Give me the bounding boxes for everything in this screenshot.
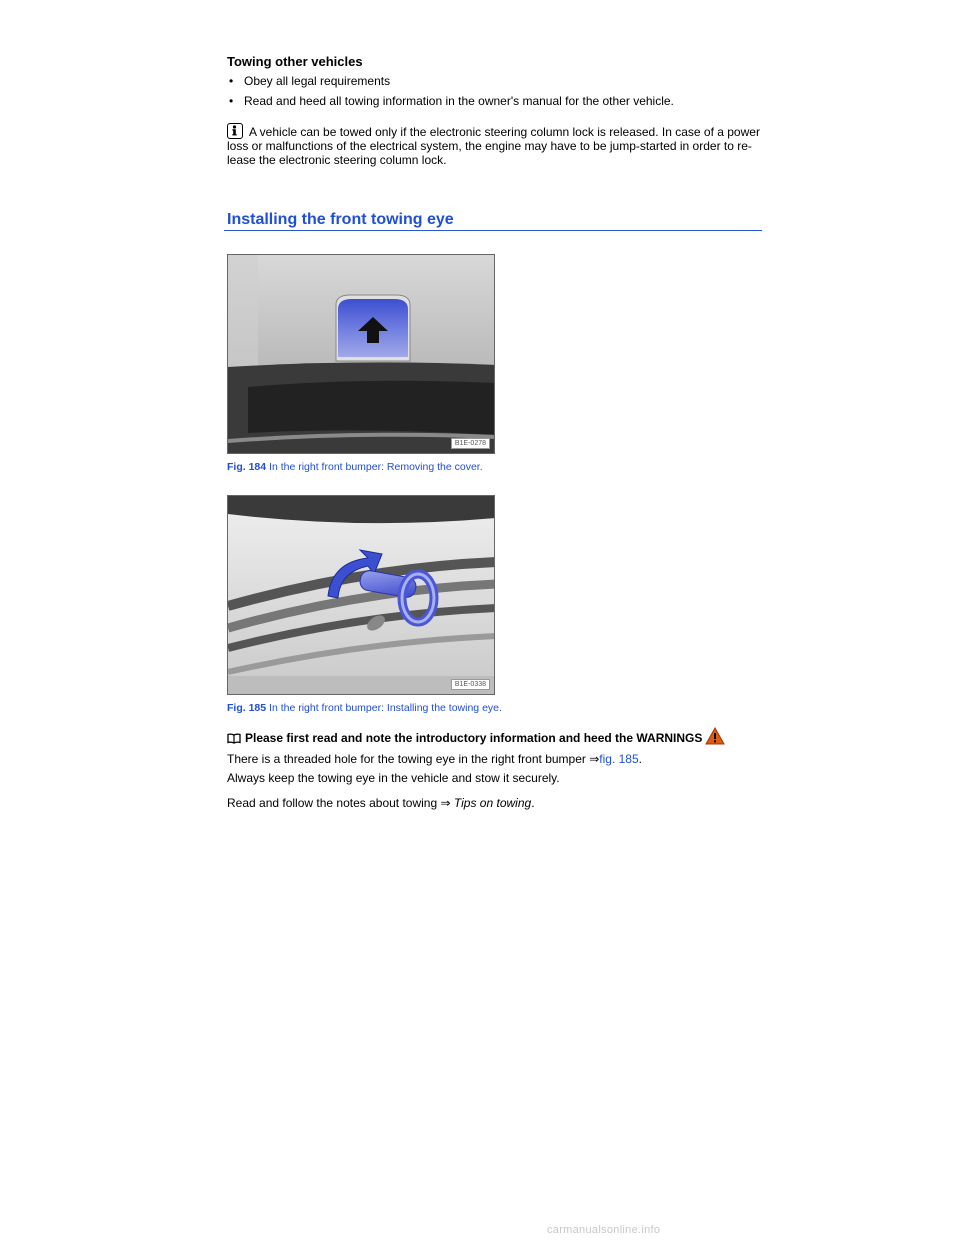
paragraph-threaded-hole: [227, 752, 642, 766]
bullet-dot: •: [229, 74, 234, 88]
subheading-towing-other-vehicles: Towing other vehicles: [227, 54, 363, 69]
info-icon: [227, 123, 243, 139]
reference-arrow: ⇒: [589, 752, 600, 766]
bullet-text: Obey all legal requirements: [244, 74, 391, 88]
period: .: [638, 752, 642, 766]
warning-triangle-icon[interactable]: [705, 727, 725, 748]
section-divider: [224, 230, 762, 231]
figure-code-label: B1E-0338: [451, 679, 490, 690]
book-icon: [227, 733, 241, 747]
paragraph-towing-notes: [227, 796, 535, 810]
tips-on-towing-link[interactable]: Tips on towing: [453, 796, 532, 810]
section-title: Installing the front towing eye: [227, 211, 454, 228]
caption-text: In the right front bumper: Installing the towing eye.: [269, 702, 502, 714]
reference-arrow: ⇒: [440, 796, 451, 810]
info-note: [227, 123, 767, 167]
intro-text: Please first read and note the introductory information and heed the WARNINGS: [245, 731, 703, 745]
list-item: [227, 94, 767, 108]
paragraph-text: Read and follow the notes about towing: [227, 796, 438, 810]
figure-185-link[interactable]: fig. 185: [599, 752, 639, 766]
list-item: [227, 74, 767, 88]
figure-number: Fig. 184: [227, 461, 267, 473]
period: .: [531, 796, 535, 810]
caption-text: In the right front bumper: Removing the cover.: [269, 461, 483, 473]
paragraph-keep-towing-eye: Always keep the towing eye in the vehicle and stow it securely.: [227, 771, 560, 785]
figure-code-label: B1E-0278: [451, 438, 490, 449]
figure-184-image: [227, 254, 495, 454]
note-text: A vehicle can be towed only if the electronic steering column lock is released. In case of a power loss or malfunctions of the electrical system, the engine may have to be jump-started in order to re-lease the electronic steering column lock.: [227, 125, 760, 167]
figure-number: Fig. 185: [227, 702, 267, 714]
towing-requirements-list: [227, 74, 767, 114]
figure-184-caption: [227, 461, 483, 473]
figure-185-image: [227, 495, 495, 695]
bullet-text: Read and heed all towing information in the owner's manual for the other vehicle.: [244, 94, 674, 108]
figure-185-caption: [227, 702, 502, 714]
bullet-dot: •: [229, 94, 234, 108]
intro-warning-line: [227, 727, 725, 748]
watermark-text: carmanualsonline.info: [547, 1224, 661, 1236]
paragraph-text: There is a threaded hole for the towing eye in the right front bumper: [227, 752, 586, 766]
